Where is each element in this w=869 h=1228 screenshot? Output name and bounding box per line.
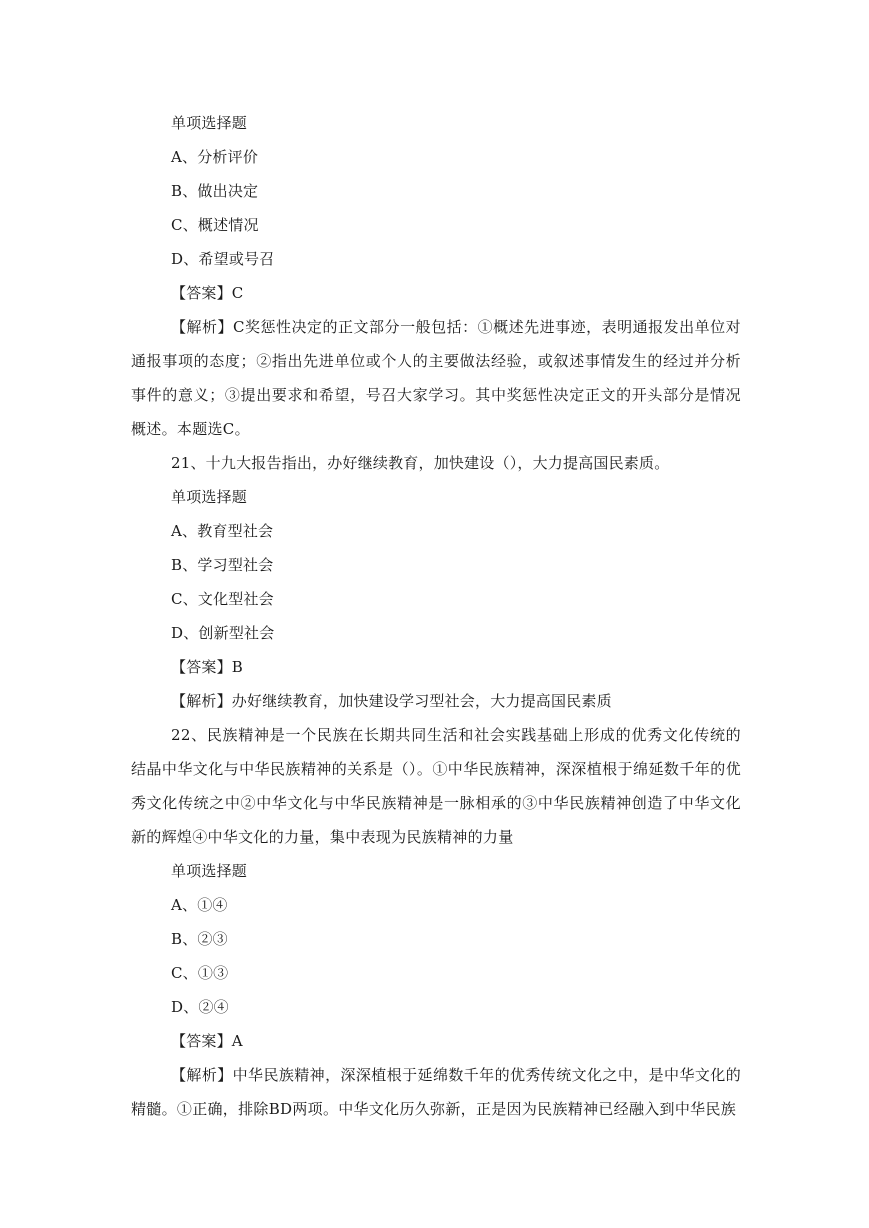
option-d: D、②④: [171, 998, 229, 1016]
explanation-paragraph: 【解析】中华民族精神，深深植根于延绵数千年的优秀传统文化之中，是中华文化的精髓。①正确，排除BD两项。中华文化历久弥新，正是因为民族精神已经融入到中华民族: [131, 1066, 741, 1118]
option-b: B、做出决定: [171, 182, 259, 200]
question-21: 21、十九大报告指出，办好继续教育，加快建设（），大力提高国民素质。: [171, 454, 670, 472]
option-c: C、文化型社会: [171, 590, 274, 608]
option-c: C、概述情况: [171, 216, 259, 234]
answer-line: 【答案】A: [171, 1032, 243, 1050]
answer-line: 【答案】B: [171, 658, 244, 676]
option-d: D、创新型社会: [171, 624, 275, 642]
explanation-line: 【解析】办好继续教育，加快建设学习型社会，大力提高国民素质: [171, 692, 612, 710]
option-d: D、希望或号召: [171, 250, 275, 268]
explanation-paragraph: 【解析】C奖惩性决定的正文部分一般包括：①概述先进事迹，表明通报发出单位对通报事项的态度；②指出先进单位或个人的主要做法经验，或叙述事情发生的经过并分析事件的意义；③提出要求和希望，号召大家学习。其中奖惩性决定正文的开头部分是情况概述。本题选C。: [131, 318, 741, 438]
option-a: A、①④: [171, 896, 228, 914]
answer-line: 【答案】C: [171, 284, 244, 302]
question-type-label: 单项选择题: [171, 862, 248, 880]
question-type-label: 单项选择题: [171, 488, 248, 506]
option-c: C、①③: [171, 964, 229, 982]
option-b: B、学习型社会: [171, 556, 274, 574]
question-22: 22、民族精神是一个民族在长期共同生活和社会实践基础上形成的优秀文化传统的结晶中华文化与中华民族精神的关系是（）。①中华民族精神，深深植根于绵延数千年的优秀文化传统之中②中华文化与中华民族精神是一脉相承的③中华民族精神创造了中华文化新的辉煌④中华文化的力量，集中表现为民族精神的力量: [131, 726, 741, 846]
option-b: B、②③: [171, 930, 228, 948]
option-a: A、教育型社会: [171, 522, 274, 540]
question-type-label: 单项选择题: [171, 114, 248, 132]
option-a: A、分析评价: [171, 148, 259, 166]
